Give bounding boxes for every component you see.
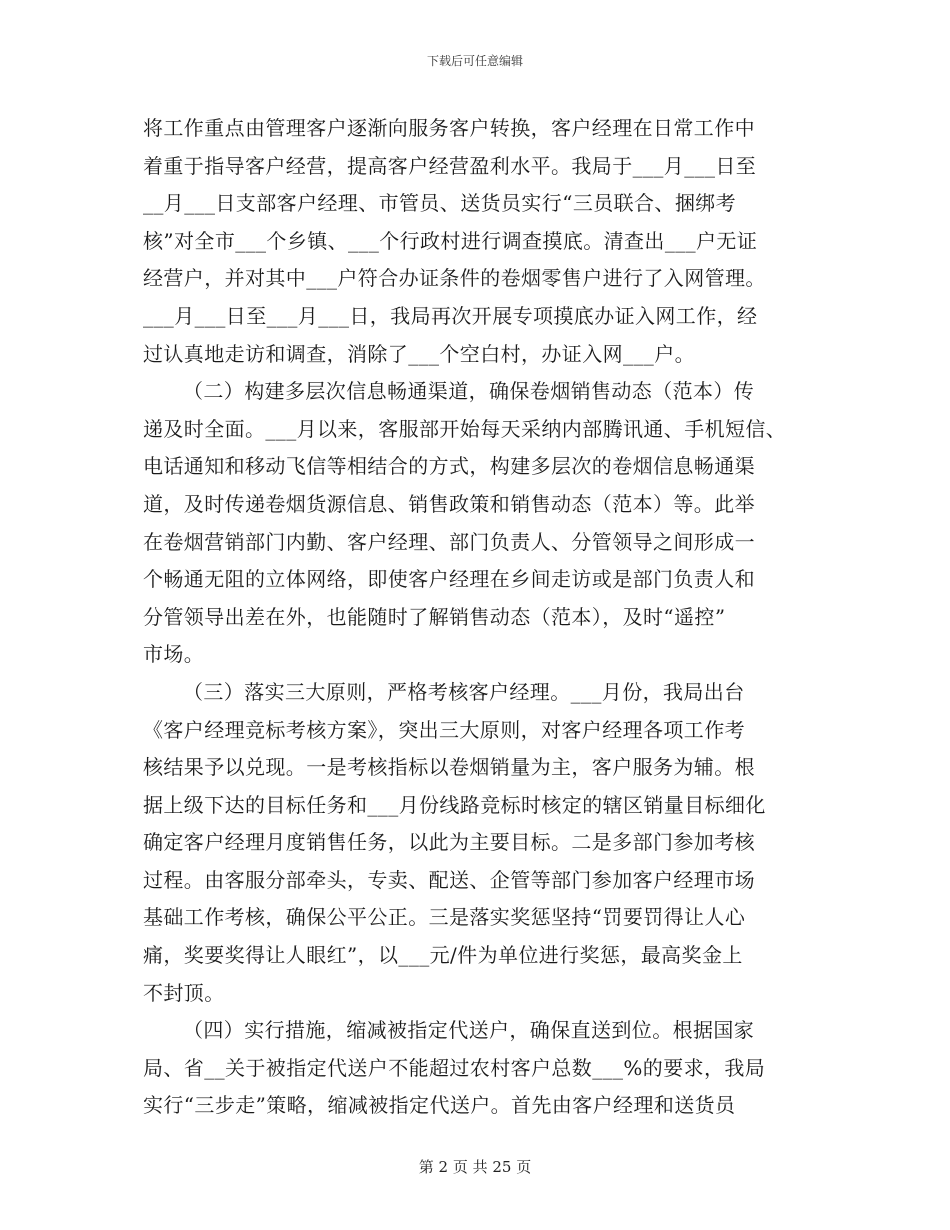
text-line: 《客户经理竞标考核方案》，突出三大原则，对客户经理各项工作考 bbox=[143, 717, 745, 742]
text-line: 基础工作考核，确保公平公正。三是落实奖惩坚持“罚要罚得让人心 bbox=[143, 905, 746, 930]
text-line: 痛，奖要奖得让人眼红”，以___元/件为单位进行奖惩，最高奖金上 bbox=[143, 943, 743, 968]
text-line: 个畅通无阻的立体网络，即使客户经理在乡间走访或是部门负责人和 bbox=[143, 567, 755, 592]
text-line: ___月___日至___月___日，我局再次开展专项摸底办证入网工作，经 bbox=[143, 303, 758, 328]
text-line: （四）实行措施，缩减被指定代送户，确保直送到位。根据国家 bbox=[183, 1018, 755, 1043]
text-line: 核”对全市___个乡镇、___个行政村进行调查摸底。清查出___户无证 bbox=[143, 228, 758, 253]
page-footer: 第 2 页 共 25 页 bbox=[418, 1158, 532, 1176]
text-line: 实行“三步走”策略，缩减被指定代送户。首先由客户经理和送货员 bbox=[143, 1093, 736, 1118]
text-line: 电话通知和移动飞信等相结合的方式，构建多层次的卷烟信息畅通渠 bbox=[143, 454, 755, 479]
text-line: 不封顶。 bbox=[143, 980, 225, 1005]
text-line: __月___日支部客户经理、市管员、送货员实行“三员联合、捆绑考 bbox=[143, 191, 737, 216]
text-line: 着重于指导客户经营，提高客户经营盈利水平。我局于___月___日至 bbox=[143, 153, 757, 178]
text-line: 局、省__关于被指定代送户不能超过农村客户总数___%的要求，我局 bbox=[143, 1055, 766, 1080]
text-line: 分管领导出差在外，也能随时了解销售动态（范本），及时“遥控” bbox=[143, 604, 726, 629]
text-line: 将工作重点由管理客户逐渐向服务客户转换，客户经理在日常工作中 bbox=[143, 116, 755, 140]
text-line: 确定客户经理月度销售任务，以此为主要目标。二是多部门参加考核 bbox=[143, 830, 755, 855]
text-line: 过认真地走访和调查，消除了___个空白村，办证入网___户。 bbox=[143, 341, 695, 366]
document-body bbox=[143, 110, 823, 1125]
text-line: 道，及时传递卷烟货源信息、销售政策和销售动态（范本）等。此举 bbox=[143, 491, 755, 516]
text-line: 在卷烟营销部门内勤、客户经理、部门负责人、分管领导之间形成一 bbox=[143, 529, 755, 554]
text-line: 经营户，并对其中___户符合办证条件的卷烟零售户进行了入网管理。 bbox=[143, 266, 766, 291]
text-line: （二）构建多层次信息畅通渠道，确保卷烟销售动态（范本）传 bbox=[183, 379, 755, 404]
text-line: 核结果予以兑现。一是考核指标以卷烟销量为主，客户服务为辅。根 bbox=[143, 755, 755, 780]
text-line: 市场。 bbox=[143, 642, 205, 667]
text-line: （三）落实三大原则，严格考核客户经理。___月份，我局出台 bbox=[183, 679, 745, 704]
text-line: 递及时全面。___月以来，客服部开始每天采纳内部腾讯通、手机短信、 bbox=[143, 416, 787, 441]
text-line: 过程。由客服分部牵头，专卖、配送、企管等部门参加客户经理市场 bbox=[143, 867, 755, 892]
page-header: 下载后可任意编辑 bbox=[426, 54, 523, 68]
text-line: 据上级下达的目标任务和___月份线路竞标时核定的辖区销量目标细化 bbox=[143, 792, 766, 817]
